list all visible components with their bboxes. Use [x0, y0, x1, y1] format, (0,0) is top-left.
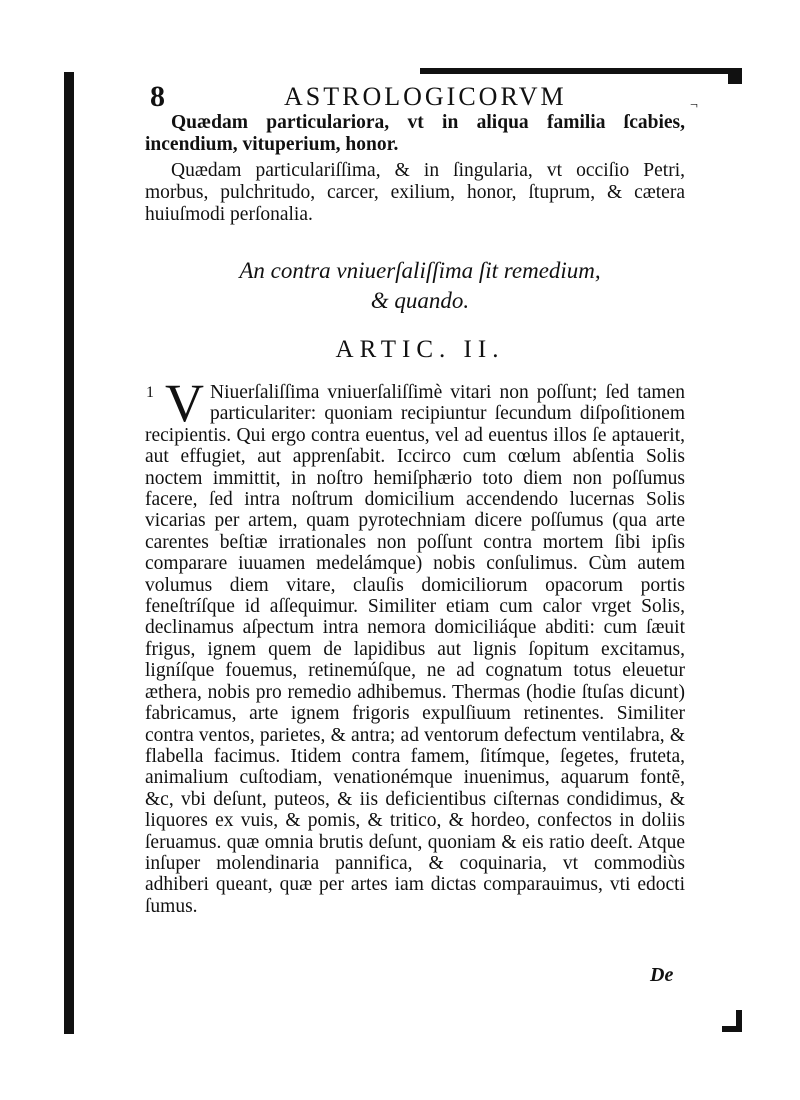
section-title-line-2: & quando.	[370, 288, 470, 313]
catchword: De	[650, 964, 674, 986]
paragraph-number: 1	[146, 384, 154, 401]
running-head: ASTROLOGICORVM	[284, 82, 567, 111]
page-border-corner	[728, 68, 742, 84]
article-body-text: Niuerſaliſſima vniuerſaliſſimè vitari non poſſunt; ſed tamen particulariter: quoniam recipiuntur ſecundum diſpoſitionem recipientis. Qui ergo contra euentus, vel ad euentus illos ſe aptauerit, aut effugiet, aut apprenſabit. Iccirco cum cœlum abſentia Solis noctem immittit, in noſtro hemiſphærio toto diem non poſſumus facere, ſed intra noſtrum domicilium accendendo lucernas Solis vicarias per artem, quam pyrotechniam dicere poſſumus (qua arte carentes beſtiæ irrationales non poſſunt contra mortem ſibi ipſis comparare iuuamen medelámque) nobis conſulimus. Cùm autem volumus diem vitare, clauſis domiciliorum opacorum portis feneſtríſque id aſſequimur. Similiter etiam cum calor vrget Solis, declinamus aſpectum intra nemora domiciliáque abditi: cum ſæuit frigus, ignem quem de lapidibus aut lignis ſopitum excitamus, ligníſque fouemus, retinemúſque, ne ad cognatum totus eleuetur æthera, nobis pro remedio adhibemus. Thermas (hodie ſtuſas dicunt) fabricamus, arte ignem frigoris expulſiuum retinentes. Similiter contra ventos, parietes, & antra; ad ventorum defectum ventilabra, & flabella facimus. Itidem contra famem, ſitímque, ſegetes, fruteta, animalium cuſtodiam, venationémque inuenimus, aquarum fontẽ, &c, vbi deſunt, puteos, & iis deficientibus ciſternas condidimus, & liquores ex vuis, & pomis, & tritico, & hordeo, confectos in doliis ſeruamus. quæ omnia brutis deſunt, quoniam & eis ratio deeſt. Atque inſuper molendinaria pannifica, & coquinaria, vt commodiùs adhiberi queant, quæ per artes iam dictas comparauimus, vti edocti ſumus.	[145, 382, 685, 917]
page-border-left	[64, 72, 74, 1034]
page-border-top	[420, 68, 742, 74]
article-heading: ARTIC. II.	[335, 336, 505, 363]
article-body	[145, 373, 685, 917]
page-number: 8	[150, 80, 165, 113]
page-border-foot	[722, 1026, 742, 1032]
section-title-line-1: An contra vniuerſaliſſima ſit remedium,	[239, 258, 601, 283]
paragraph-particulariora: Quædam particulariora, vt in aliqua familia ſcabies, incendium, vituperium, honor.	[145, 112, 685, 155]
paragraph-particularissima: Quædam particulariſſima, & in ſingularia, vt occiſio Petri, morbus, pulchritudo, carcer, exilium, honor, ſtuprum, & cætera huiuſmodi perſonalia.	[145, 160, 685, 225]
corner-mark: ¬	[690, 98, 698, 113]
drop-cap: V	[165, 373, 204, 433]
